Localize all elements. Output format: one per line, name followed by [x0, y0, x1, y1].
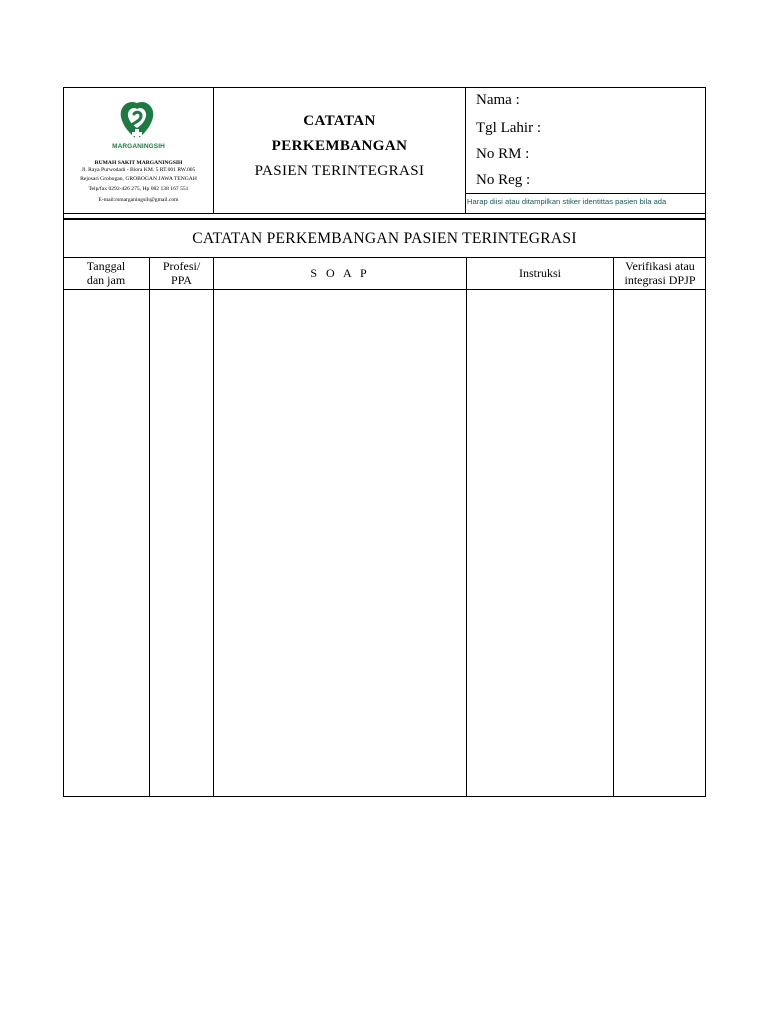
column-divider	[466, 257, 467, 797]
sticker-note: Harap diisi atau ditampilkan stiker identittas pasien bila ada	[467, 197, 667, 206]
column-header-line: Profesi/	[162, 259, 201, 273]
patient-name-field[interactable]: Nama :	[476, 92, 520, 108]
form-title-line: PERKEMBANGAN	[271, 138, 408, 154]
sticker-note-divider	[465, 193, 706, 194]
patient-birthdate-field[interactable]: Tgl Lahir :	[476, 120, 541, 136]
column-divider	[149, 257, 150, 797]
form-title-line: CATATAN	[303, 113, 376, 129]
column-header-line: Verifikasi atau	[625, 259, 695, 273]
column-header-line: integrasi DPJP	[624, 273, 696, 287]
column-header-line: dan jam	[86, 273, 126, 287]
hospital-phone: Telp/fax 0292-426 275, Hp 082 138 167 551	[88, 186, 189, 192]
column-header-profession	[150, 257, 213, 289]
column-header-line: S O A P	[310, 266, 370, 280]
medical-record-number-field[interactable]: No RM :	[476, 146, 530, 162]
column-header-line: PPA	[171, 273, 192, 287]
hospital-address-line: Jl. Raya Purwodadi - Blora KM. 5 RT.001 RW.005	[81, 167, 196, 173]
column-header-line: Instruksi	[519, 266, 561, 280]
column-header-verification	[614, 257, 706, 289]
logo-wordmark: MARGANINGSIH	[112, 143, 165, 150]
column-header-instruction	[467, 257, 613, 289]
progress-notes-table	[63, 219, 706, 797]
column-divider	[213, 257, 214, 797]
hospital-email: E-mail:rsmarganingsih@gmail.com	[98, 197, 179, 203]
column-header-soap	[214, 257, 466, 289]
hospital-name: RUMAH SAKIT MARGANINGSIH	[94, 160, 183, 166]
table-header-border	[63, 289, 706, 290]
form-title-line: PASIEN TERINTEGRASI	[254, 163, 425, 179]
table-title: CATATAN PERKEMBANGAN PASIEN TERINTEGRASI	[192, 230, 577, 247]
column-header-date-time	[63, 257, 149, 289]
hospital-address-line: Rejosari Grobogan, GROBOGAN JAWA TENGAH	[80, 176, 197, 182]
column-divider	[613, 257, 614, 797]
hospital-logo-icon	[114, 97, 160, 143]
column-header-line: Tanggal	[86, 259, 126, 273]
registration-number-field[interactable]: No Reg :	[476, 172, 531, 188]
header-divider	[465, 87, 466, 214]
